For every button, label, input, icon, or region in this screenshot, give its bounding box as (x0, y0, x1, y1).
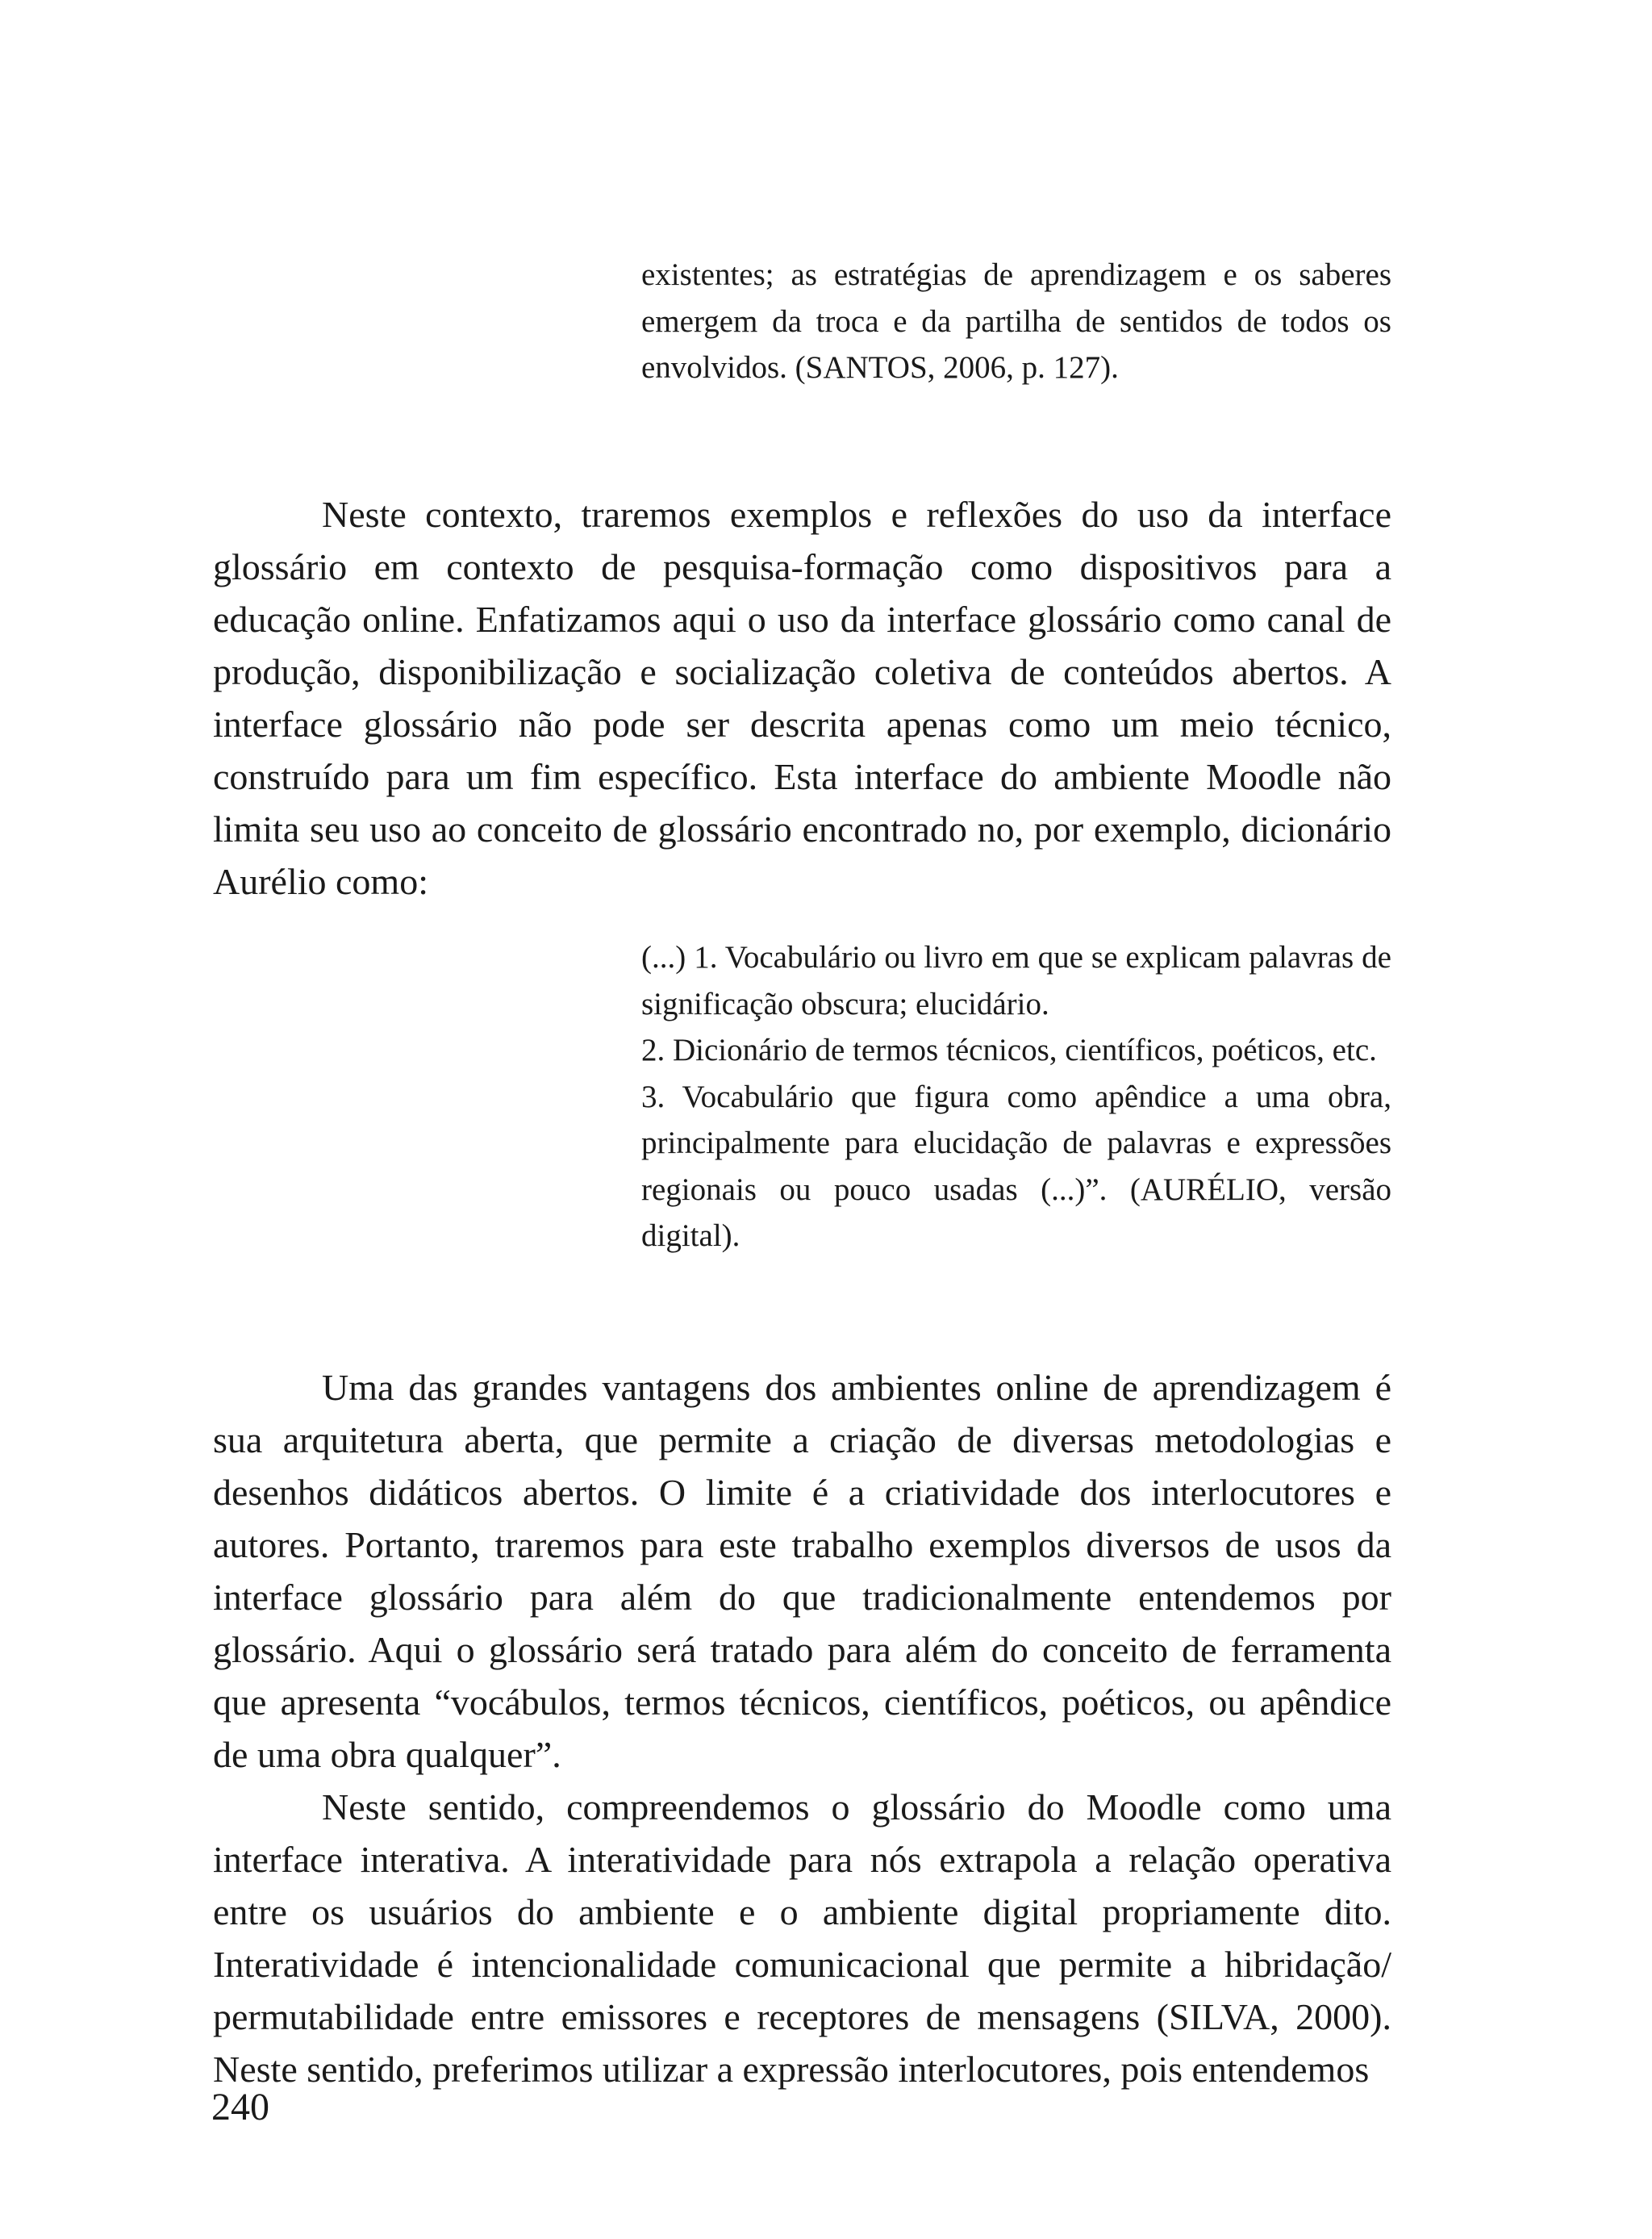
paragraph-online-environments: Uma das grandes vantagens dos ambientes online de aprendizagem é sua arquitetura aberta, que permite a criação de diversas metodologias e desenhos didáticos abertos. O limite é a criatividade dos interlocutores e autores. Portanto, traremos para este trabalho exemplos diversos de usos da interface glossário para além do que tradicionalmente entendemos por glossário. Aqui o glossário será tratado para além do conceito de ferramenta que apresenta “vocábulos, termos técnicos, científicos, poéticos, ou apêndice de uma obra qualquer”. (213, 1367, 1391, 1775)
body-text-block-1 (213, 488, 1391, 908)
paragraph-glossario-context: Neste contexto, traremos exemplos e reflexões do uso da interface glossário em contexto de pesquisa-formação como dispositivos para a educação online. Enfatizamos aqui o uso da interface glossário como canal de produção, disponibilização e socialização coletiva de conteúdos abertos. A interface glossário não pode ser descrita apenas como um meio técnico, construído para um fim específico. Esta interface do ambiente Moodle não limita seu uso ao conceito de glossário encontrado no, por exemplo, dicionário Aurélio como: (213, 494, 1391, 902)
block-quote-santos (641, 252, 1391, 391)
quote-santos-text: existentes; as estratégias de aprendizagem e os saberes emergem da troca e da partilha de sentidos de todos os envolvidos. (SANTOS, 2006, p. 127). (641, 257, 1391, 385)
body-text-block-2 (213, 1361, 1391, 2095)
quote-aurelio-item-2: 2. Dicionário de termos técnicos, científicos, poéticos, etc. (641, 1033, 1377, 1067)
paragraph-interactivity: Neste sentido, compreendemos o glossário do Moodle como uma interface interativa. A interatividade para nós extrapola a relação operativa entre os usuários do ambiente e o ambiente digital propriamente dito. Interatividade é intencionalidade comunicacional que permite a hibridação/ permutabilidade entre emissores e receptores de mensagens (SILVA, 2000). Neste sentido, preferimos utilizar a expressão interlocutores, pois entendemos (213, 1786, 1391, 2090)
page-number: 240 (211, 2086, 269, 2128)
block-quote-aurelio (641, 934, 1391, 1259)
quote-aurelio-item-3: 3. Vocabulário que figura como apêndice a uma obra, principalmente para elucidação de palavras e expressões regionais ou pouco usadas (...)”. (AURÉLIO, versão digital). (641, 1079, 1391, 1253)
quote-aurelio-item-1: (...) 1. Vocabulário ou livro em que se explicam palavras de significação obscura; elucidário. (641, 940, 1391, 1021)
